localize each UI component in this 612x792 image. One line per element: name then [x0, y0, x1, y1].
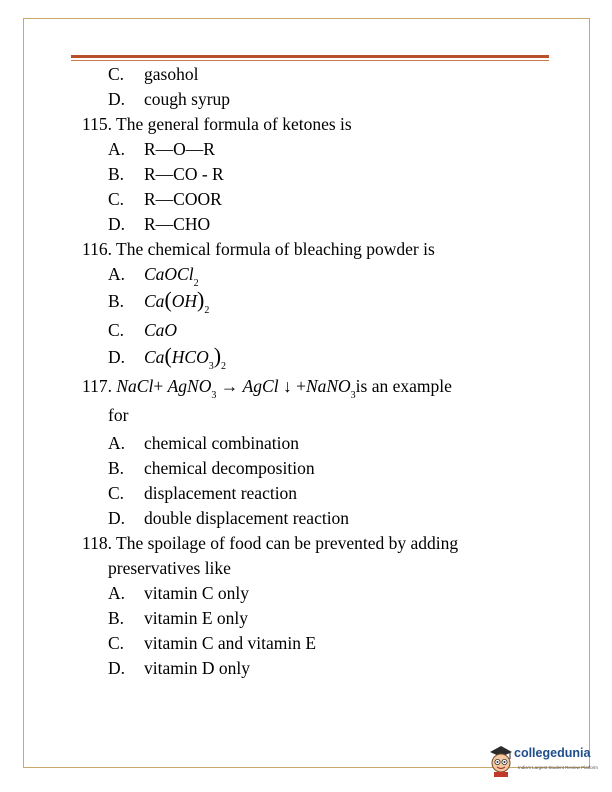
answer-option	[82, 62, 542, 87]
answer-option	[82, 506, 542, 531]
answer-option	[82, 581, 542, 606]
option-letter: D.	[108, 508, 126, 528]
option-letter: C.	[108, 64, 125, 84]
answer-option	[82, 631, 542, 656]
question-text: 115. The general formula of ketones is	[82, 114, 352, 134]
option-letter: B.	[108, 164, 125, 184]
option-letter: A.	[108, 139, 126, 159]
answer-option	[82, 187, 542, 212]
option-letter: A.	[108, 583, 126, 603]
option-text: R—COOR	[144, 189, 222, 209]
answer-option	[82, 87, 542, 112]
option-text: vitamin C and vitamin E	[144, 633, 317, 653]
collegedunia-logo	[488, 741, 606, 781]
q116-option-a: A. CaOCl$_2$	[108, 264, 199, 289]
header-rule-thin	[71, 60, 549, 61]
question-text-wrap: preservatives like	[108, 558, 231, 578]
answer-option	[82, 162, 542, 187]
question-text: 116. The chemical formula of bleaching powder is	[82, 239, 435, 259]
option-text: double displacement reaction	[144, 508, 350, 528]
q116-option-b: B. $Ca(OH)_2$	[108, 287, 210, 316]
option-letter: C.	[108, 483, 125, 503]
answer-option	[82, 606, 542, 631]
option-text: displacement reaction	[144, 483, 298, 503]
question-117: 117. NaCl+ AgNO$_3$ → AgCl ↓ +NaNO$_3$is an example	[82, 376, 452, 401]
question-117-wrap: for	[108, 405, 129, 425]
option-text: gasohol	[144, 64, 199, 84]
footer-rule	[23, 767, 477, 768]
option-text: vitamin C only	[144, 583, 249, 603]
option-letter: C.	[108, 189, 125, 209]
option-text: R—CHO	[144, 214, 211, 234]
option-letter: C.	[108, 633, 125, 653]
option-text: R—O—R	[144, 139, 215, 159]
graduate-mascot-icon	[488, 743, 514, 777]
question-content	[82, 62, 542, 681]
option-letter: D.	[108, 658, 126, 678]
logo-name: collegedunia	[514, 746, 591, 760]
option-letter: B.	[108, 458, 125, 478]
option-text: chemical combination	[144, 433, 300, 453]
answer-option	[82, 481, 542, 506]
q116-option-c: C. CaO	[108, 320, 178, 340]
q116-option-d: D. $Ca(HCO_3)_2$	[108, 343, 227, 372]
option-text: cough syrup	[144, 89, 231, 109]
option-letter: B.	[108, 608, 125, 628]
answer-option	[82, 431, 542, 456]
header-rule	[71, 55, 549, 58]
answer-option	[82, 212, 542, 237]
option-letter: D.	[108, 214, 126, 234]
option-text: vitamin D only	[144, 658, 250, 678]
logo-tagline: India's Largest Student Review Platform	[518, 765, 598, 770]
answer-option	[82, 137, 542, 162]
question-text: 118. The spoilage of food can be prevented by adding	[82, 533, 459, 553]
option-text: chemical decomposition	[144, 458, 315, 478]
answer-option	[82, 656, 542, 681]
option-letter: D.	[108, 89, 126, 109]
answer-option	[82, 456, 542, 481]
option-letter: A.	[108, 433, 126, 453]
option-text: R—CO - R	[144, 164, 224, 184]
option-text: vitamin E only	[144, 608, 249, 628]
